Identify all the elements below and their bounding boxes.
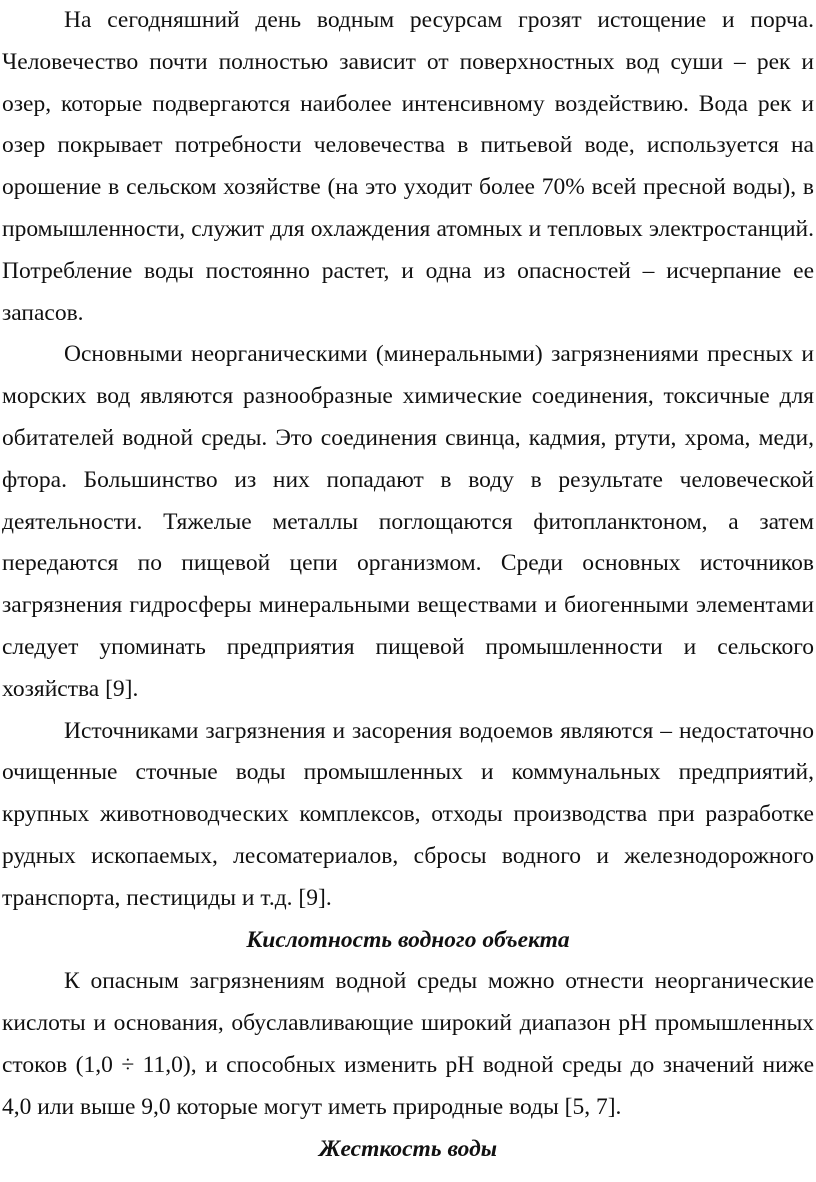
paragraph-pollution-sources: Источниками загрязнения и засорения водоемов являются – недостаточно очищенные сточные воды промышленных и коммунальных предприятий, крупных животноводческих комплексов, отходы производства при разработке рудных ископаемых, лесоматериалов, сбросы водного и железнодорожного транспорта, пестициды и т.д. [9].	[2, 717, 814, 911]
paragraph-water-resources: На сегодняшний день водным ресурсам грозят истощение и порча. Человечество почти полностью зависит от поверхностных вод суши – рек и озер, которые подвергаются наиболее интенсивному воздействию. Вода рек и озер покрывает потребности человечества в питьевой воде, используется на орошение в сельском хозяйстве (на это уходит более 70% всей пресной воды), в промышленности, служит для охлаждения атомных и тепловых электростанций. Потребление воды постоянно растет, и одна из опасностей – исчерпание ее запасов.	[2, 7, 814, 326]
text-body	[2, 0, 814, 1170]
heading-water-hardness: Жесткость воды	[318, 1135, 498, 1162]
paragraph-acids-bases: К опасным загрязнениям водной среды можно отнести неорганические кислоты и основания, обуславливающие широкий диапазон pH промышленных стоков (1,0 ÷ 11,0), и способных изменить pH водной среды до значений ниже 4,0 или выше 9,0 которые могут иметь природные воды [5, 7].	[2, 968, 814, 1120]
paragraph-inorganic-pollution: Основными неорганическими (минеральными) загрязнениями пресных и морских вод являются разнообразные химические соединения, токсичные для обитателей водной среды. Это соединения свинца, кадмия, ртути, хрома, меди, фтора. Большинство из них попадают в воду в результате человеческой деятельности. Тяжелые металлы поглощаются фитопланктоном, а затем передаются по пищевой цепи организмом. Среди основных источников загрязнения гидросферы минеральными веществами и биогенными элементами следует упоминать предприятия пищевой промышленности и сельского хозяйства [9].	[2, 341, 814, 702]
heading-acidity: Кислотность водного объекта	[246, 926, 570, 953]
